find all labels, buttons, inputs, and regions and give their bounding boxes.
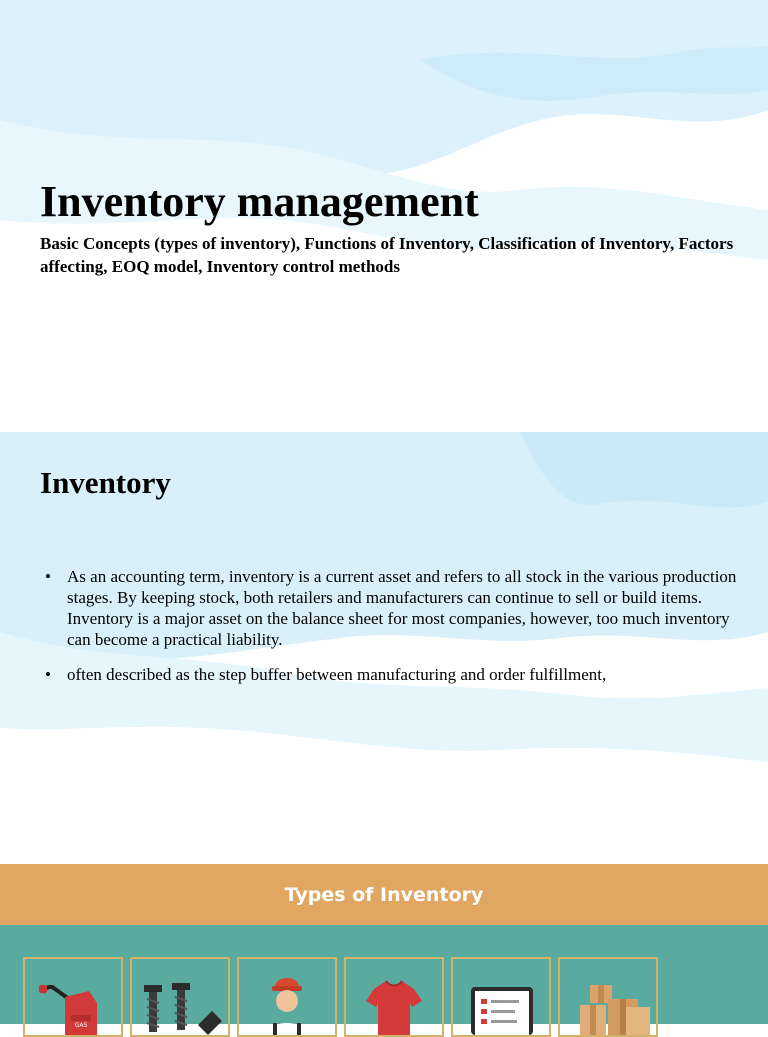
bullet-dot-icon: •	[45, 665, 51, 684]
t-shirt-card	[344, 957, 444, 1037]
bullet-text: As an accounting term, inventory is a current asset and refers to all stock in the various production stages. By keeping stock, both retailers and manufacturers can continue to sell or build items. Inventory is a major asset on the balance sheet for most companies, however, too much inventory can become a practical liability.	[67, 567, 737, 649]
bolts-icon	[132, 959, 228, 1035]
bolts-card	[130, 957, 230, 1037]
boxes-card	[558, 957, 658, 1037]
t-shirt-icon	[346, 959, 442, 1035]
bullet-item	[40, 566, 740, 650]
slide-title: Types of Inventory	[284, 883, 484, 906]
checklist-tablet-card	[451, 957, 551, 1037]
inventory-slide	[0, 432, 768, 864]
bullet-dot-icon: •	[45, 567, 51, 586]
types-of-inventory-slide	[0, 864, 768, 1029]
title-slide	[0, 0, 768, 432]
presentation-title: Inventory management	[40, 177, 479, 226]
bullet-list	[40, 566, 740, 699]
bullet-text: often described as the step buffer between manufacturing and order fulfillment,	[67, 665, 607, 684]
checklist-tablet-icon	[453, 959, 549, 1035]
slide-title: Inventory	[40, 465, 171, 500]
svg-text:GAS: GAS	[74, 1022, 88, 1029]
boxes-icon	[560, 959, 656, 1035]
worker-icon	[239, 959, 335, 1035]
worker-card	[237, 957, 337, 1037]
bullet-item	[40, 664, 740, 685]
presentation-subtitle: Basic Concepts (types of inventory), Functions of Inventory, Classification of Inventory, Factors affecting, EOQ model, Inventory control methods	[40, 234, 734, 276]
fuel-can-card	[23, 957, 123, 1037]
fuel-can-icon	[25, 959, 121, 1035]
title-band	[0, 864, 768, 925]
